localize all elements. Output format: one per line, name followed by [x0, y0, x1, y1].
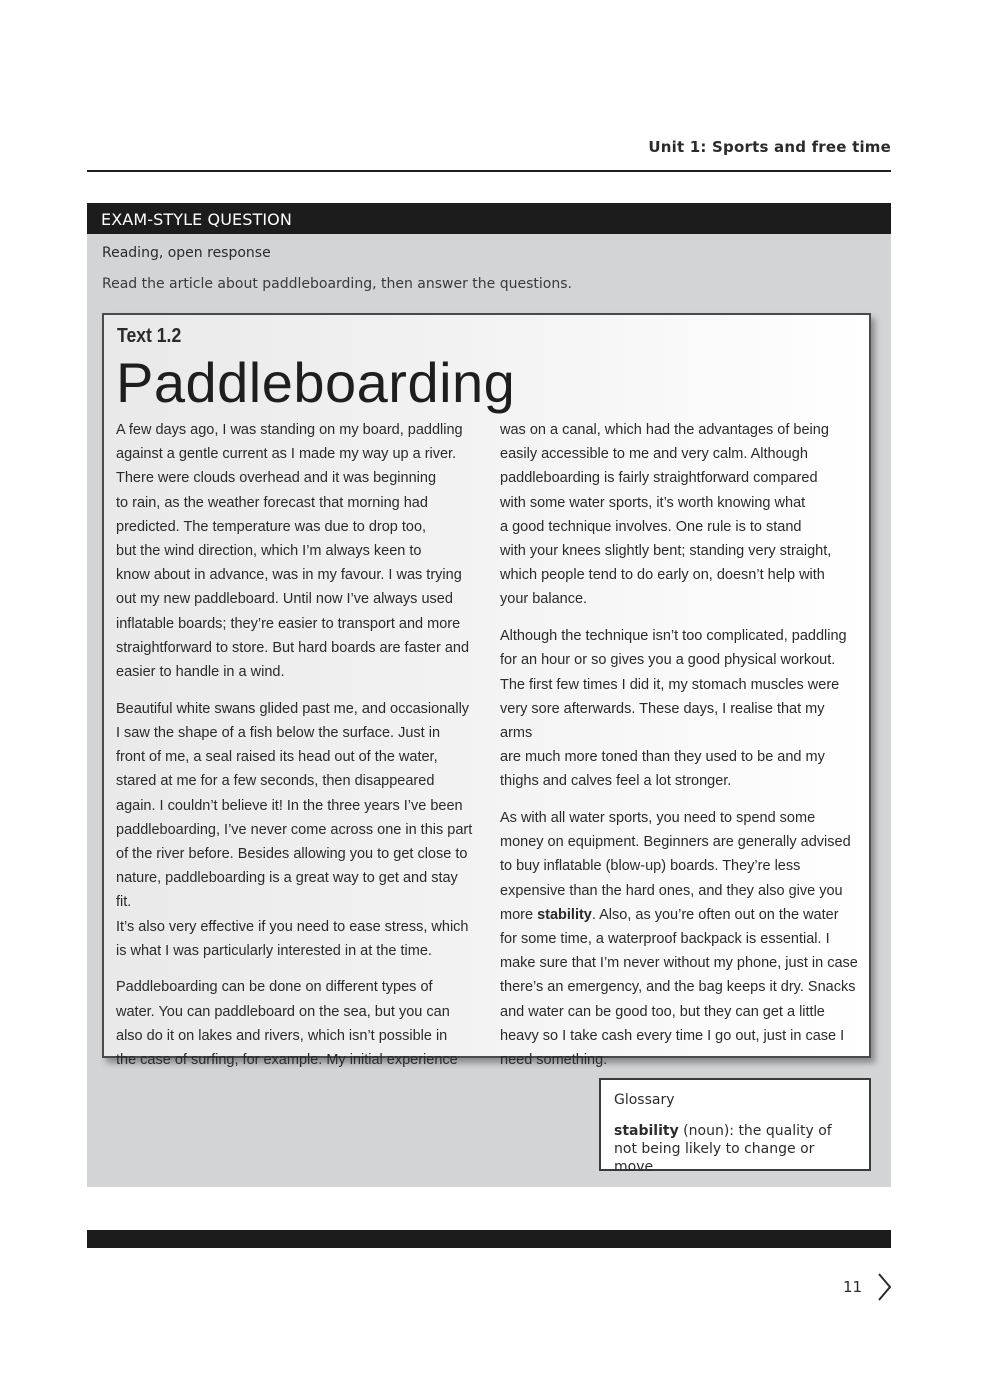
glossary-box — [599, 1078, 871, 1175]
article-paragraph: Beautiful white swans glided past me, and occasionally I saw the shape of a fish below the surface. Just in front of me, a seal raised its head out of the water, stared at me for a few seconds, then disappeared again. I couldn’t believe it! In the three years I’ve been paddleboarding, I’ve never come across one in this part of the river before. Besides allowing you to get close to nature, paddleboarding is a great way to get and stay fit. It’s also very effective if you need to ease stress, which is what I was particularly interested in at the time. — [116, 700, 473, 959]
article-paragraph — [500, 806, 860, 1072]
exam-instruction: Read the article about paddleboarding, then answer the questions. — [102, 276, 572, 292]
article-paragraph: A few days ago, I was standing on my board, paddling against a gentle current as I made my way up a river. There were clouds overhead and it was beginning to rain, as the weather forecast that morning had predicted. The temperature was due to drop too, but the wind direction, which I’m always keen to know about in advance, was in my favour. I was trying out my new paddleboard. Until now I’ve always used inflatable boards; they’re easier to transport and more straightforward to store. But hard boards are faster and easier to handle in a wind. — [116, 422, 470, 681]
chevron-right-icon[interactable] — [874, 1272, 894, 1302]
glossary-title: Glossary — [614, 1092, 675, 1108]
footer-bar — [87, 1230, 891, 1248]
page-number: 11 — [843, 1278, 863, 1296]
article-paragraph: Although the technique isn’t too complicated, paddling for an hour or so gives you a good physical workout. The first few times I did it, my stomach muscles were very sore afterwards. These days, I realise that my arms are much more toned than they used to be and my thighs and calves feel a lot stronger. — [500, 628, 847, 790]
article-paragraph: was on a canal, which had the advantages of being easily accessible to me and very calm. Although paddleboarding is fairly straightforward compared with some water sports, it’s worth knowing what a good technique involves. One rule is to stand with your knees slightly bent; standing very straight, which people tend to do early on, doesn’t help with your balance. — [500, 422, 832, 608]
exam-subtitle: Reading, open response — [102, 245, 271, 261]
paragraph-text: . Also, as you’re often out on the water for some time, a waterproof backpack is essential. I make sure that I’m never without my phone, just in case there’s an emergency, and the bag keeps it dry. Snacks and water can be good too, but they can get a little heavy so I take cash every time I go out, just in case I need something. — [500, 906, 858, 1069]
article-column-left — [116, 418, 476, 1085]
glossary-definition: (noun): the quality of not being likely to change or move — [614, 1123, 832, 1175]
header-divider — [87, 170, 891, 172]
glossary-entry — [614, 1122, 856, 1176]
article-box — [102, 313, 871, 1069]
unit-title: Unit 1: Sports and free time — [648, 138, 891, 156]
text-label: Text 1.2 — [117, 325, 182, 347]
paragraph-text: As with all water sports, you need to spend some money on equipment. Beginners are generally advised to buy inflatable (blow-up) boards. They’re less expensive than the hard ones, and they also give you more — [500, 810, 851, 923]
exam-question-bar: EXAM-STYLE QUESTION — [87, 203, 891, 234]
bold-term-stability: stability — [537, 906, 592, 923]
article-paragraph: Paddleboarding can be done on different types of water. You can paddleboard on the sea, but you can also do it on lakes and rivers, which isn’t possible in the case of surfing, for example. My initial experience — [116, 979, 458, 1069]
article-column-right — [500, 418, 860, 1085]
glossary-term: stability — [614, 1123, 679, 1139]
exam-question-panel — [87, 203, 891, 1187]
article-title: Paddleboarding — [116, 351, 516, 414]
